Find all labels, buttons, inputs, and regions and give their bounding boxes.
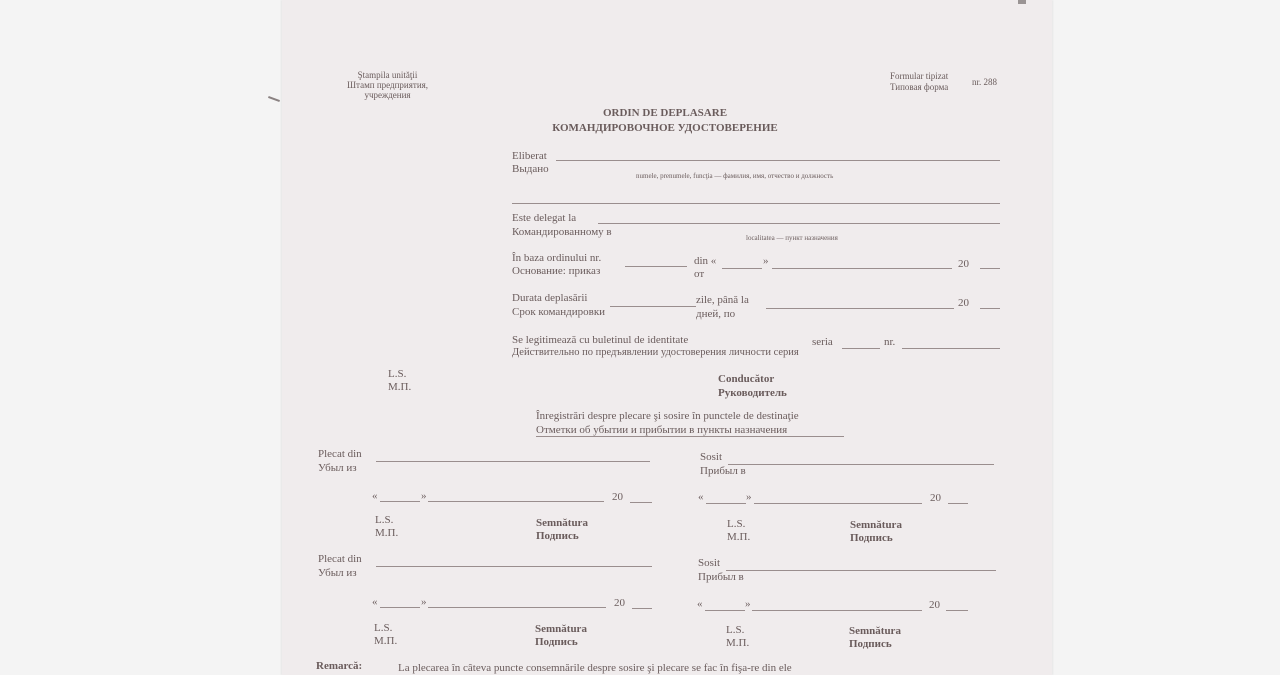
durata-date-line <box>766 308 954 309</box>
mp-left-1: М.П. <box>375 527 399 539</box>
left-month-line-2 <box>428 607 606 608</box>
seria-line <box>842 348 880 349</box>
plecat-label-ru-1: Убыл из <box>318 462 357 474</box>
remark-label: Remarcă: <box>316 660 363 672</box>
legit-label-ro: Se legitimează cu buletinul de identitate <box>512 334 689 346</box>
left-day-line-2 <box>380 607 420 608</box>
durata-days-line <box>610 306 696 307</box>
right-year-2: 20 <box>929 599 940 611</box>
ls-right-2: L.S. <box>726 624 745 636</box>
remark-text: La plecarea în câteva puncte consemnările despre sosire şi plecare se fac în fişa-re din ele <box>398 662 792 674</box>
left-date-open-2: « <box>372 596 378 608</box>
form-type-ro: Formular tipizat <box>890 71 949 81</box>
plecat-label-ru-2: Убыл из <box>318 567 357 579</box>
stamp-unit-label-ru-2: учреждения <box>364 90 411 100</box>
eliberat-label-ru: Выдано <box>512 163 549 175</box>
left-year-line-1 <box>630 502 652 503</box>
right-year-line-1 <box>948 503 968 504</box>
ordin-number-line <box>625 266 687 267</box>
legit-label-ru: Действительно по предъявлении удостоверения личности серия <box>512 347 799 358</box>
title-ru: КОМАНДИРОВОЧНОЕ УДОСТОВЕРЕНИЕ <box>552 122 778 134</box>
plecat-label-ro-2: Plecat din <box>318 553 362 565</box>
records-heading-underline <box>536 436 844 437</box>
semn-right-ru-2: Подпись <box>849 638 892 650</box>
plecat-label-ro-1: Plecat din <box>318 448 362 460</box>
left-month-line-1 <box>428 501 604 502</box>
eliberat-line <box>556 160 1000 161</box>
right-month-line-2 <box>752 610 922 611</box>
right-day-line-2 <box>705 610 745 611</box>
ordin-month-line <box>772 268 952 269</box>
durata-label-ru: Срок командировки <box>512 306 606 318</box>
semn-left-ro-1: Semnătura <box>536 517 588 529</box>
plecat-line-1 <box>376 461 650 462</box>
mp-right-1: М.П. <box>727 531 751 543</box>
left-date-close-1: » <box>421 490 427 502</box>
right-date-close-1: » <box>746 491 752 503</box>
sosit-line-1 <box>728 464 994 465</box>
paper-corner-mark <box>1018 0 1026 4</box>
ordin-din: din « <box>694 255 717 267</box>
ls-label: L.S. <box>388 368 407 380</box>
form-type-ru: Типовая форма <box>890 82 949 92</box>
ordin-year: 20 <box>958 258 969 270</box>
right-day-line-1 <box>706 503 746 504</box>
left-year-line-2 <box>632 608 652 609</box>
ordin-ot: от <box>694 268 705 280</box>
right-year-line-2 <box>946 610 968 611</box>
delegat-line <box>598 223 1000 224</box>
name-hint: numele, prenumele, funcţia — фамилия, имя, отчество и должность <box>636 172 834 180</box>
form-number: nr. 288 <box>972 77 998 87</box>
signer-ro: Conducător <box>718 373 775 385</box>
right-month-line-1 <box>754 503 922 504</box>
semn-left-ru-1: Подпись <box>536 530 579 542</box>
zile-label-ro: zile, până la <box>696 294 749 306</box>
left-day-line-1 <box>380 501 420 502</box>
ordin-quote-close: » <box>763 255 769 267</box>
paper-edge-mark <box>268 96 280 102</box>
durata-year: 20 <box>958 297 969 309</box>
left-year-1: 20 <box>612 491 623 503</box>
durata-label-ro: Durata deplasării <box>512 292 588 304</box>
delegat-label-ro: Este delegat la <box>512 212 577 224</box>
plecat-line-2 <box>376 566 652 567</box>
semn-right-ro-2: Semnătura <box>849 625 901 637</box>
eliberat-line-2 <box>512 203 1000 204</box>
records-heading-ro: Înregistrări despre plecare şi sosire în punctele de destinaţie <box>536 410 799 422</box>
left-date-close-2: » <box>421 596 427 608</box>
ordin-label-ru: Основание: приказ <box>512 265 601 277</box>
right-date-close-2: » <box>745 598 751 610</box>
left-date-open-1: « <box>372 490 378 502</box>
stamp-unit-label-ru: Штамп предприятия, <box>346 80 429 90</box>
signer-ru: Руководитель <box>718 387 787 399</box>
delegat-label-ru: Командированному в <box>512 226 612 238</box>
sosit-label-ru-1: Прибыл в <box>700 465 746 477</box>
right-year-1: 20 <box>930 492 941 504</box>
mp-left-2: М.П. <box>374 635 398 647</box>
semn-right-ru-1: Подпись <box>850 532 893 544</box>
sosit-label-ru-2: Прибыл в <box>698 571 744 583</box>
nr-line <box>902 348 1000 349</box>
mp-label: М.П. <box>388 381 412 393</box>
ls-left-1: L.S. <box>375 514 394 526</box>
right-date-open-1: « <box>698 491 704 503</box>
ordin-day-line <box>722 268 762 269</box>
sosit-label-ro-1: Sosit <box>700 451 723 463</box>
ls-left-2: L.S. <box>374 622 393 634</box>
records-heading-ru: Отметки об убытии и прибытии в пункты назначения <box>536 424 788 436</box>
semn-left-ru-2: Подпись <box>535 636 578 648</box>
ordin-label-ro: În baza ordinului nr. <box>512 252 602 264</box>
ordin-year-line <box>980 268 1000 269</box>
durata-year-line <box>980 308 1000 309</box>
right-date-open-2: « <box>697 598 703 610</box>
stamp-unit-label-ro: Ştampila unităţii <box>357 70 418 80</box>
zile-label-ru: дней, по <box>696 308 736 320</box>
eliberat-label-ro: Eliberat <box>512 150 547 162</box>
semn-right-ro-1: Semnătura <box>850 519 902 531</box>
nr-label: nr. <box>884 336 896 348</box>
sosit-label-ro-2: Sosit <box>698 557 721 569</box>
semn-left-ro-2: Semnătura <box>535 623 587 635</box>
locality-hint: localitatea — пункт назначения <box>746 234 838 242</box>
title-ro: ORDIN DE DEPLASARE <box>602 107 728 119</box>
seria-label: seria <box>812 336 833 348</box>
left-year-2: 20 <box>614 597 625 609</box>
sosit-line-2 <box>726 570 996 571</box>
mp-right-2: М.П. <box>726 637 750 649</box>
ls-right-1: L.S. <box>727 518 746 530</box>
